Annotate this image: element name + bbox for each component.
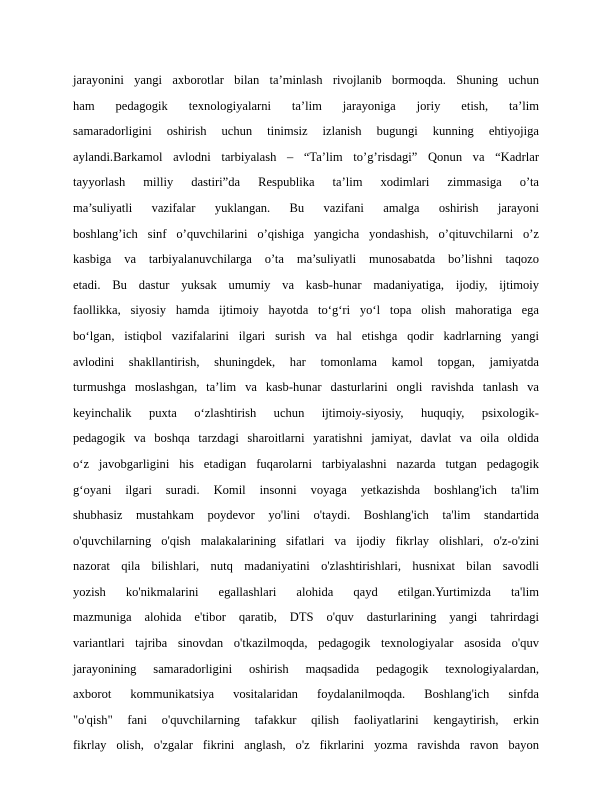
text-line: mazmuniga alohida e'tibor qaratib, DTS o'quv dasturlarining yangi tahrirdagi (73, 610, 539, 625)
text-line: "o'qish" fani o'quvchilarning tafakkur qilish faoliyatlarini kengaytirish, erkin (73, 712, 539, 727)
text-line: g‘oyani ilgari suradi. Komil insonni voyaga yetkazishda boshlang'ich ta'lim (73, 482, 539, 497)
text-line: keyinchalik puxta o‘zlashtirish uchun ijtimoiy-siyosiy, huquqiy, psixologik- (73, 405, 539, 420)
text-line: ma’suliyatli vazifalar yuklangan. Bu vazifani amalga oshirish jarayoni (73, 200, 539, 215)
text-line: shubhasiz mustahkam poydevor yo'lini o'taydi. Boshlang'ich ta'lim standartida (73, 508, 539, 523)
text-line: tayyorlash milliy dastiri”da Respublika ta’lim xodimlari zimmasiga o’ta (73, 175, 539, 190)
text-line: etadi. Bu dastur yuksak umumiy va kasb-hunar madaniyatiga, ijodiy, ijtimoiy (73, 277, 539, 292)
text-line: o‘z javobgarligini his etadigan fuqarolarni tarbiyalashni nazarda tutgan pedagogik (73, 456, 539, 471)
text-line: axborot kommunikatsiya vositalaridan foydalanilmoqda. Boshlang'ich sinfda (73, 687, 539, 702)
text-line: faollikka, siyosiy hamda ijtimoiy hayotda to‘g‘ri yo‘l topa olish mahoratiga ega (73, 303, 539, 318)
text-line: aylandi.Barkamol avlodni tarbiyalash – “Ta’lim to’g’risdagi” Qonun va “Kadrlar (73, 149, 539, 164)
text-line: turmushga moslashgan, ta’lim va kasb-hunar dasturlarini ongli ravishda tanlash va (73, 380, 539, 395)
text-line: pedagogik va boshqa tarzdagi sharoitlarni yaratishni jamiyat, davlat va oila oldida (73, 431, 539, 446)
text-line: fikrlay olish, o'zgalar fikrini anglash, o'z fikrlarini yozma ravishda ravon bayon (73, 738, 539, 753)
text-line: variantlari tajriba sinovdan o'tkazilmoqda, pedagogik texnologiyalar asosida o'quv (73, 636, 539, 651)
text-line: bo‘lgan, istiqbol vazifalarini ilgari surish va hal etishga qodir kadrlarning yangi (73, 328, 539, 343)
body-text (73, 68, 539, 759)
text-line: boshlang’ich sinf o’quvchilarini o’qishiga yangicha yondashish, o’qituvchilarni o’z (73, 226, 539, 241)
text-line: o'quvchilarning o'qish malakalarining sifatlari va ijodiy fikrlay olishlari, o'z-o'zini (73, 533, 539, 548)
text-line: jarayonining samaradorligini oshirish maqsadida pedagogik texnologiyalardan, (73, 661, 539, 676)
text-line: jarayonini yangi axborotlar bilan ta’minlash rivojlanib bormoqda. Shuning uchun (73, 73, 539, 87)
text-line: kasbiga va tarbiyalanuvchilarga o’ta ma’suliyatli munosabatda bo’lishni taqozo (73, 252, 539, 267)
text-line: samaradorligini oshirish uchun tinimsiz izlanish bugungi kunning ehtiyojiga (73, 124, 539, 139)
text-line: ham pedagogik texnologiyalarni ta’lim jarayoniga joriy etish, ta’lim (73, 98, 539, 113)
text-line: nazorat qila bilishlari, nutq madaniyatini o'zlashtirishlari, husnixat bilan savodli (73, 559, 539, 574)
text-line: avlodini shakllantirish, shuningdek, har tomonlama kamol topgan, jamiyatda (73, 354, 539, 369)
text-line: yozish ko'nikmalarini egallashlari alohida qayd etilgan.Yurtimizda ta'lim (73, 584, 539, 599)
